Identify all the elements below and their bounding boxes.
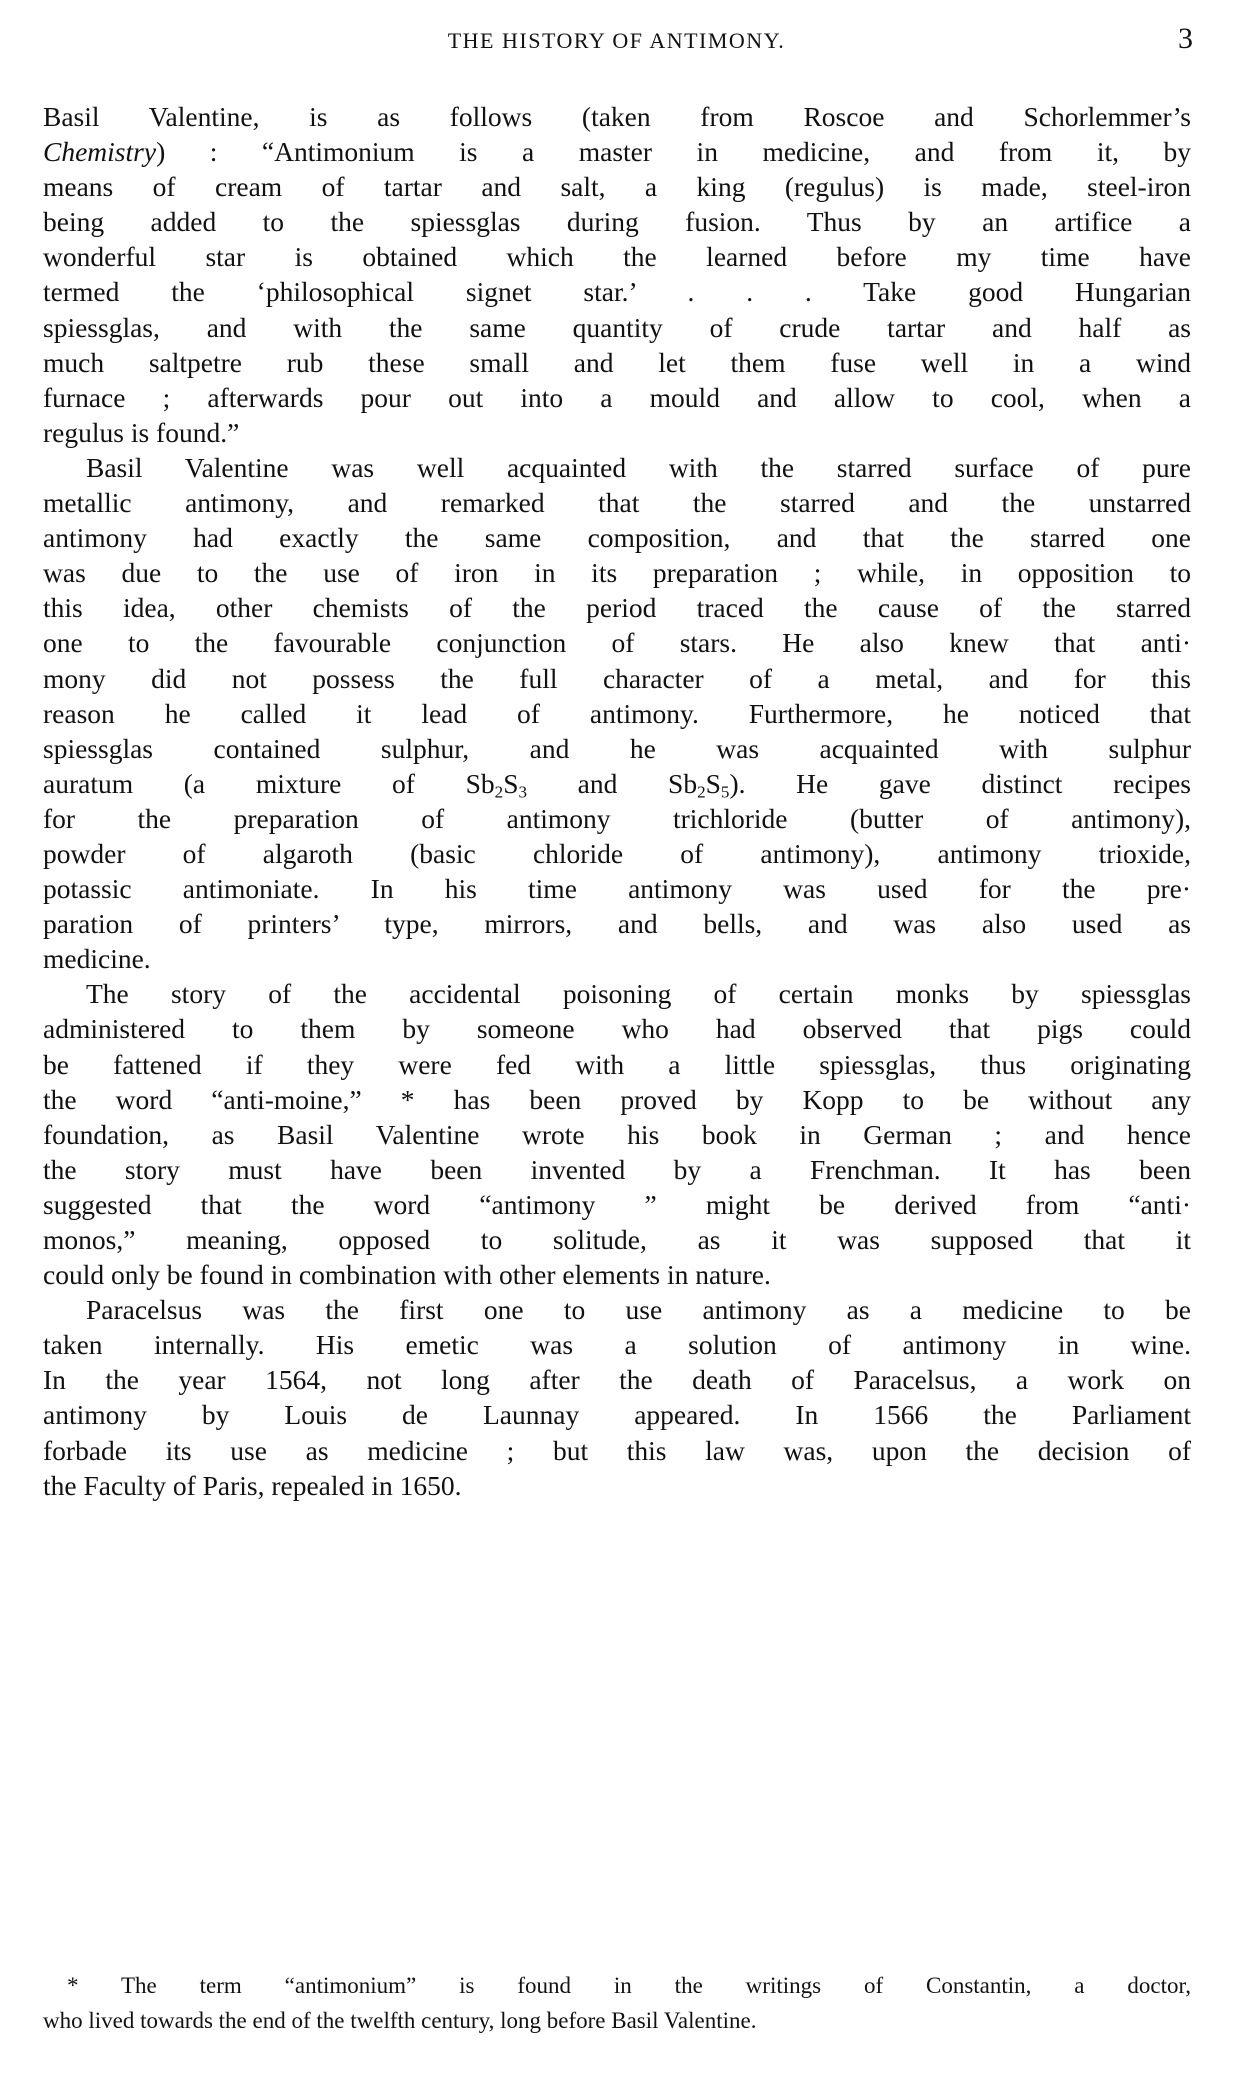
text-line	[43, 1257, 1191, 1292]
text-line	[43, 450, 1191, 485]
line-text: wonderful star is obtained which the learned before my time have	[43, 241, 1191, 273]
page-number: 3	[1178, 22, 1193, 55]
line-text: for the preparation of antimony trichloride (butter of antimony),	[43, 802, 1191, 834]
line-text: Basil Valentine was well acquainted with the starred surface of pure	[86, 451, 1191, 483]
text-line	[43, 485, 1191, 520]
text-line	[43, 590, 1191, 625]
formula-text: and Sb	[527, 767, 698, 799]
formula-subscript: 3	[518, 782, 527, 802]
text-line	[43, 836, 1191, 871]
line-text: monos,” meaning, opposed to solitude, as it was supposed that it	[43, 1224, 1191, 1255]
line-text: spiessglas, and with the same quantity of crude tartar and half as	[43, 311, 1191, 343]
line-text: potassic antimoniate. In his time antimony was used for the pre·	[43, 873, 1191, 905]
line-text: antimony by Louis de Launnay appeared. In 1566 the Parliament	[43, 1399, 1191, 1431]
text-line	[43, 871, 1191, 906]
line-text: means of cream of tartar and salt, a king (regulus) is made, steel-iron	[43, 171, 1191, 203]
text-line	[43, 415, 1191, 450]
text-line	[43, 380, 1191, 415]
body-text	[43, 99, 1191, 1503]
line-text: the story must have been invented by a Frenchman. It has been	[43, 1153, 1191, 1185]
text-line	[43, 1011, 1191, 1046]
line-text: Paracelsus was the first one to use antimony as a medicine to be	[86, 1294, 1191, 1326]
line-text: furnace ; afterwards pour out into a mould and allow to cool, when a	[43, 381, 1191, 413]
line-text: was due to the use of iron in its preparation ; while, in opposition to	[43, 557, 1191, 589]
line-text: taken internally. His emetic was a solution of antimony in wine.	[43, 1329, 1191, 1361]
line-text: regulus is found.”	[43, 416, 240, 448]
text-line	[43, 1047, 1191, 1082]
line-text: termed the ‘philosophical signet star.’ . . . Take good Hungarian	[43, 276, 1191, 308]
line-text: could only be found in combination with other elements in nature.	[43, 1259, 771, 1291]
text-line	[43, 555, 1191, 590]
text-line	[43, 1327, 1191, 1362]
text-line	[43, 274, 1191, 309]
line-text: the word “anti-moine,” * has been proved by Kopp to be without any	[43, 1083, 1191, 1115]
text-line	[43, 731, 1191, 766]
line-text: metallic antimony, and remarked that the starred and the unstarred	[43, 487, 1191, 519]
text-line	[43, 99, 1191, 134]
text-line	[43, 169, 1191, 204]
text-line	[43, 1362, 1191, 1397]
line-text: foundation, as Basil Valentine wrote his book in German ; and hence	[43, 1118, 1191, 1150]
line-text: this idea, other chemists of the period traced the cause of the starred	[43, 592, 1191, 624]
text-line	[43, 1082, 1191, 1117]
text-line	[43, 766, 1191, 801]
line-text: The story of the accidental poisoning of certain monks by spiessglas	[86, 978, 1191, 1010]
footnote-line: who lived towards the end of the twelfth century, long before Basil Valentine.	[43, 2008, 757, 2033]
line-text: Basil Valentine, is as follows (taken from Roscoe and Schorlemmer’s	[43, 101, 1191, 132]
line-text: be fattened if they were fed with a little spiessglas, thus originating	[43, 1048, 1191, 1080]
text-line	[43, 1152, 1191, 1187]
italic-title: Chemistry	[43, 136, 157, 168]
formula-text: auratum (a mixture of Sb	[43, 767, 495, 799]
text-line	[43, 1292, 1191, 1327]
line-text: much saltpetre rub these small and let them fuse well in a wind	[43, 346, 1191, 378]
line-text: spiessglas contained sulphur, and he was acquainted with sulphur	[43, 732, 1191, 764]
text-line	[43, 941, 1191, 976]
formula-text: ). He gave distinct recipes	[729, 767, 1191, 799]
text-line	[43, 310, 1191, 345]
text-line	[43, 1468, 1191, 1503]
text-line	[43, 625, 1191, 660]
text-line	[43, 204, 1191, 239]
text-line	[43, 1433, 1191, 1468]
text-line	[43, 976, 1191, 1011]
line-text: suggested that the word “antimony ” might be derived from “anti·	[43, 1188, 1191, 1220]
line-text: powder of algaroth (basic chloride of antimony), antimony trioxide,	[43, 837, 1191, 869]
text-line	[43, 345, 1191, 380]
line-text: paration of printers’ type, mirrors, and bells, and was also used as	[43, 908, 1191, 940]
text-line	[43, 801, 1191, 836]
line-text: reason he called it lead of antimony. Furthermore, he noticed that	[43, 697, 1191, 729]
line-text: medicine.	[43, 943, 151, 975]
text-line	[43, 906, 1191, 941]
page-header	[0, 22, 1233, 62]
text-line	[43, 1117, 1191, 1152]
line-text: administered to them by someone who had observed that pigs could	[43, 1013, 1191, 1045]
footnote	[43, 1968, 1191, 2038]
line-text: being added to the spiessglas during fusion. Thus by an artifice a	[43, 206, 1191, 238]
formula-subscript: 5	[720, 782, 730, 802]
line-text: ) : “Antimonium is a master in medicine, and from it, by	[156, 136, 1191, 168]
line-text: forbade its use as medicine ; but this law was, upon the decision of	[43, 1434, 1191, 1466]
formula-subscript: 2	[697, 782, 706, 802]
formula-subscript: 2	[494, 782, 504, 802]
line-text: the Faculty of Paris, repealed in 1650.	[43, 1469, 462, 1501]
line-text: one to the favourable conjunction of stars. He also knew that anti·	[43, 627, 1191, 659]
formula-text: S	[705, 767, 721, 799]
text-line	[43, 1222, 1191, 1257]
line-text: mony did not possess the full character of a metal, and for this	[43, 662, 1191, 694]
text-line	[43, 661, 1191, 696]
running-title: THE HISTORY OF ANTIMONY.	[447, 28, 786, 53]
text-line	[43, 520, 1191, 555]
text-line	[43, 696, 1191, 731]
formula-text: S	[503, 767, 519, 799]
footnote-line: * The term “antimonium” is found in the writings of Constantin, a doctor,	[67, 1973, 1191, 1998]
text-line	[43, 134, 1191, 169]
text-line	[43, 1187, 1191, 1222]
text-line	[43, 239, 1191, 274]
line-text: antimony had exactly the same composition, and that the starred one	[43, 522, 1191, 554]
line-text: In the year 1564, not long after the death of Paracelsus, a work on	[43, 1364, 1191, 1396]
text-line	[43, 1397, 1191, 1432]
